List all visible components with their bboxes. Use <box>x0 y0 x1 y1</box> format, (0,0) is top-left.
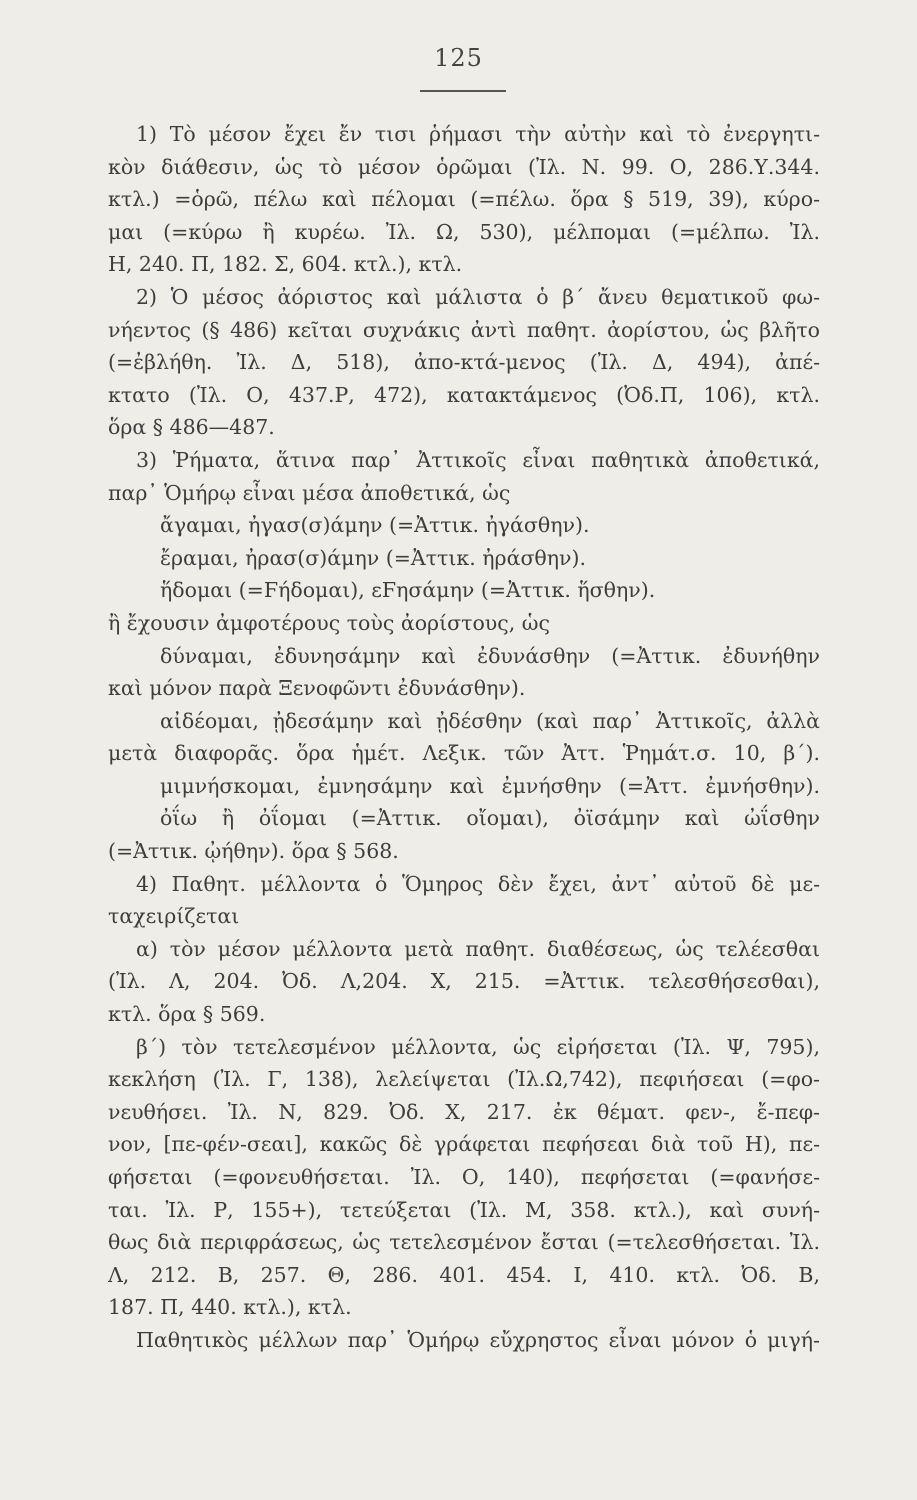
text-line: αἰδέομαι, ᾐδεσάμην καὶ ᾐδέσθην (καὶ παρ᾽ Ἀττικοῖς, ἀλλὰ <box>160 708 820 733</box>
text-line: 3) Ῥήματα, ἅτινα παρ᾽ Ἀττικοῖς εἶναι παθητικὰ ἀποθετικά, <box>136 447 820 472</box>
text-line: μιμνήσκομαι, ἐμνησάμην καὶ ἐμνήσθην (=Ἀττ. ἐμνήσθην). <box>160 773 820 798</box>
text-line: κεκλήση (Ἰλ. Γ, 138), λελείψεται (Ἰλ.Ω,742), πεφιήσεαι (=φο- <box>108 1067 820 1092</box>
text-line: β´) τὸν τετελεσμένον μέλλοντα, ὡς εἰρήσεται (Ἰλ. Ψ, 795), <box>136 1034 820 1059</box>
text-line: 187. Π, 440. κτλ.), κτλ. <box>108 1295 352 1320</box>
text-line: παρ᾽ Ὁμήρῳ εἶναι μέσα ἀποθετικά, ὡς <box>108 480 511 505</box>
text-line: ὀΐω ἢ ὀΐομαι (=Ἀττικ. οἴομαι), ὀϊσάμην καὶ ὠΐσθην <box>160 806 820 831</box>
text-line: Η, 240. Π, 182. Σ, 604. κτλ.), κτλ. <box>108 252 463 277</box>
text-line: μετὰ διαφορᾶς. ὅρα ἡμέτ. Λεξικ. τῶν Ἀττ. Ῥημάτ.σ. 10, β´). <box>108 741 820 766</box>
text-line: κτλ. ὅρα § 569. <box>108 1002 266 1027</box>
text-line: 1) Τὸ μέσον ἔχει ἔν τισι ῥήμασι τὴν αὐτὴν καὶ τὸ ἐνεργητι- <box>136 122 820 146</box>
text-line: Λ, 212. Β, 257. Θ, 286. 401. 454. Ι, 410. κτλ. Ὀδ. Β, <box>108 1262 820 1287</box>
text-line: θως διὰ περιφράσεως, ὡς τετελεσμένον ἔσται (=τελεσθήσεται. Ἰλ. <box>108 1230 820 1255</box>
text-line: καὶ μόνον παρὰ Ξενοφῶντι ἐδυνάσθην). <box>108 676 526 701</box>
page-number: 125 <box>434 44 483 72</box>
text-line: κτατο (Ἰλ. Ο, 437.Ρ, 472), κατακτάμενος (Ὀδ.Π, 106), κτλ. <box>108 382 820 407</box>
text-line: ὅρα § 486—487. <box>108 415 275 440</box>
text-line: Παθητικὸς μέλλων παρ᾽ Ὁμήρῳ εὔχρηστος εἶναι μόνον ὁ μιγή- <box>136 1327 820 1352</box>
text-line: ἢ ἔχουσιν ἀμφοτέρους τοὺς ἀορίστους, ὡς <box>108 610 550 635</box>
text-line: (=ἐβλήθη. Ἰλ. Δ, 518), ἀπο-κτά-μενος (Ἰλ. Δ, 494), ἀπέ- <box>108 350 820 375</box>
text-line: νον, [πε-φέν-σεαι], κακῶς δὲ γράφεται πεφήσεαι διὰ τοῦ Η), πε- <box>108 1132 820 1157</box>
text-line: κὸν διάθεσιν, ὡς τὸ μέσον ὁρῶμαι (Ἰλ. Ν. 99. Ο, 286.Υ.344. <box>108 154 820 179</box>
text-line: μαι (=κύρω ἢ κυρέω. Ἰλ. Ω, 530), μέλπομαι (=μέλπω. Ἰλ. <box>108 219 820 244</box>
text-line: ἄγαμαι, ἠγασ(σ)άμην (=Ἀττικ. ἠγάσθην). <box>160 513 590 538</box>
text-line: 4) Παθητ. μέλλοντα ὁ Ὅμηρος δὲν ἔχει, ἀντ᾽ αὐτοῦ δὲ με- <box>136 871 820 896</box>
text-line: 2) Ὁ μέσος ἀόριστος καὶ μάλιστα ὁ β´ ἄνευ θεματικοῦ φω- <box>136 284 820 309</box>
text-line: ται. Ἰλ. Ρ, 155+), τετεύξεται (Ἰλ. Μ, 358. κτλ.), καὶ συνή- <box>108 1197 820 1222</box>
text-line: δύναμαι, ἐδυνησάμην καὶ ἐδυνάσθην (=Ἀττικ. ἐδυνήθην <box>160 643 820 668</box>
text-line: ἥδομαι (=Ϝήδομαι), εϜησάμην (=Ἀττικ. ἥσθην). <box>160 578 656 603</box>
header-rule <box>420 90 506 92</box>
text-line: α) τὸν μέσον μέλλοντα μετὰ παθητ. διαθέσεως, ὡς τελέεσθαι <box>136 936 820 961</box>
text-line: (=Ἀττικ. ᾠήθην). ὅρα § 568. <box>108 839 399 864</box>
body-text <box>108 118 820 1357</box>
text-line: ἔραμαι, ἠρασ(σ)άμην (=Ἀττικ. ἠράσθην). <box>160 545 587 570</box>
text-line: φήσεται (=φονευθήσεται. Ἰλ. Ο, 140), πεφήσεται (=φανήσε- <box>108 1165 820 1189</box>
text-line: νευθήσει. Ἰλ. Ν, 829. Ὀδ. Χ, 217. ἐκ θέματ. φεν-, ἔ-πεφ- <box>108 1099 820 1124</box>
text-line: νήεντος (§ 486) κεῖται συχνάκις ἀντὶ παθητ. ἀορίστου, ὡς βλῆτο <box>108 317 820 342</box>
text-line: κτλ.) =ὁρῶ, πέλω καὶ πέλομαι (=πέλω. ὅρα § 519, 39), κύρο- <box>108 187 820 212</box>
text-line: ταχειρίζεται <box>108 904 240 929</box>
text-line: (Ἰλ. Λ, 204. Ὀδ. Λ,204. Χ, 215. =Ἀττικ. τελεσθήσεσθαι), <box>108 969 820 994</box>
